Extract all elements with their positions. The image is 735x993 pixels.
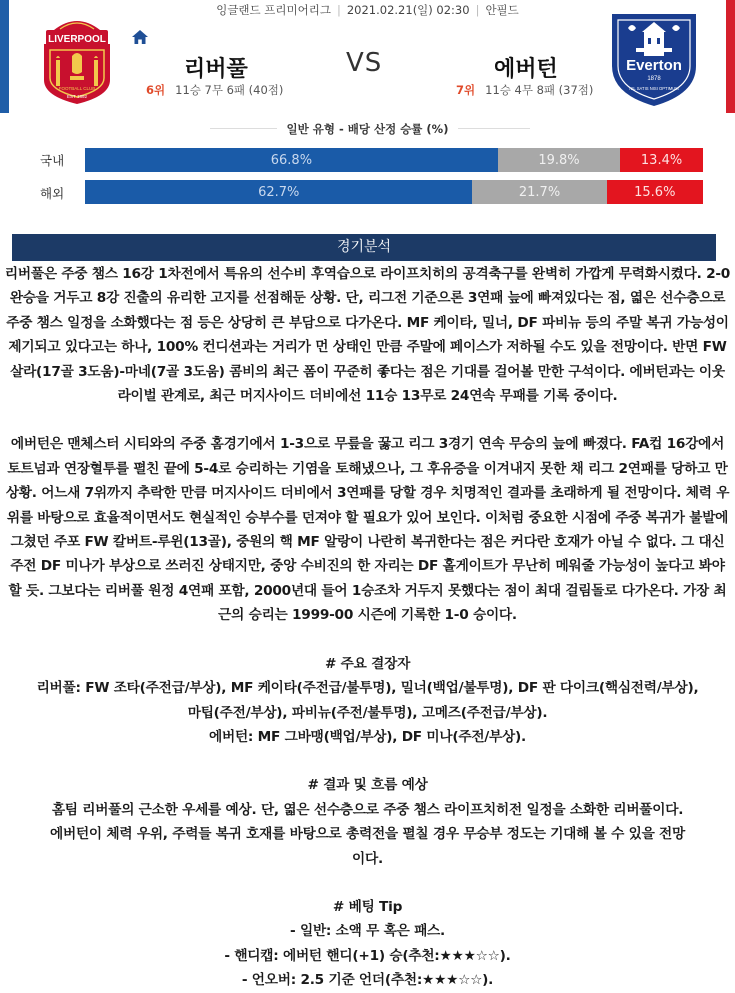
crest-text-everton: Everton: [626, 57, 682, 74]
forecast-line-3: 이다.: [352, 850, 383, 867]
away-rank: 7위: [456, 83, 476, 97]
venue-name: 안필드: [485, 3, 519, 17]
everton-crest-logo: [606, 8, 702, 108]
tip-handicap: - 핸디캡: 에버턴 핸디(+1) 승(추천:★★★☆☆).: [224, 947, 511, 964]
analysis-content: [0, 262, 735, 993]
loss-segment: 13.4%: [620, 148, 703, 172]
away-analysis-paragraph: 에버턴은 맨체스터 시티와의 주중 홈경기에서 1-3으로 무릎을 꿇고 리그 3경기 연속 무승의 늪에 빠졌다. FA컵 16강에서 토트넘과 연장혈투를 펼친 끝에 5-4로 승리하는 기염을 토해냈으나, 그 후유증을 이겨내지 못한 채 리그 2연패를 당하고 만 상황. 어느새 7위까지 추락한 만큼 머지사이드 더비에서 3연패를 당할 경우 치명적인 결과를 초래하게 될 전망이다. 체력 우위를 바탕으로 효율적이면서도 현실적인 승부수를 던져야 할 필요가 있어 보인다. 이처럼 중요한 시점에 주중 복귀가 불발에 그쳤던 주포 FW 칼버트-루윈(13골), 중원의 핵 MF 알랑이 나란히 복귀한다는 점은 커다란 호재가 아닐 수 없다. 그 대신 주전 DF 미나가 부상으로 쓰러진 상태지만, 중앙 수비진의 한 자리는 DF 홀게이트가 무난히 메워줄 가능성이 높다고 봐야 할 듯. 그보다는 리버풀 원정 4연패 포함, 2000년대 들어 1승조차 거두지 못했다는 점이 최대 걸림돌로 다가온다. 가장 최근의 승리는 1999-00 시즌에 기록한 1-0 승이다.: [5, 436, 730, 624]
league-name: 잉글랜드 프리미어리그: [216, 3, 331, 17]
odds-title: [0, 121, 735, 137]
home-record-text: 11승 7무 6패 (40점): [175, 83, 284, 97]
versus-label: VS: [346, 48, 383, 78]
analysis-heading: 경기분석: [12, 234, 716, 261]
away-team-name: 에버턴: [494, 57, 558, 82]
draw-segment: 19.8%: [498, 148, 620, 172]
crest-text-motto: NIL SATIS NISI OPTIMUM: [629, 86, 679, 91]
odds-bar-domestic: [85, 148, 703, 172]
home-icon[interactable]: [131, 28, 149, 46]
home-record: [146, 82, 283, 98]
key-players-home-line-1: 리버풀: FW 조타(주전급/부상), MF 케이타(주전급/불투명), 밀너(백업/불투명), DF 판 다이크(핵심전력/부상),: [36, 680, 699, 697]
liverpool-crest-logo: [36, 10, 118, 106]
tips-heading: # 베팅 Tip: [332, 898, 403, 915]
home-team-name: 리버풀: [184, 57, 248, 82]
odds-bar-overseas: [85, 180, 703, 204]
crest-text-liverpool: LIVERPOOL: [48, 34, 106, 45]
tip-general: - 일반: 소액 무 혹은 패스.: [290, 923, 445, 940]
home-rank: 6위: [146, 83, 166, 97]
forecast-heading: # 결과 및 흐름 예상: [307, 777, 428, 794]
match-header: [0, 0, 735, 118]
key-players-home-line-2: 마팁(주전/부상), 파비뉴(주전/불투명), 고메즈(주전급/부상).: [187, 704, 548, 721]
loss-segment: 15.6%: [607, 180, 703, 204]
row-label-domestic: 국내: [40, 153, 65, 168]
forecast-line-2: 에버턴이 체력 우위, 주력들 복귀 호재를 바탕으로 총력전을 펼칠 경우 무승부 정도는 기대해 볼 수 있을 전망: [50, 826, 685, 843]
row-label-overseas: 해외: [40, 186, 65, 201]
crest-text-year: 1878: [647, 76, 661, 82]
key-players-away-line: 에버턴: MF 그바맹(백업/부상), DF 미나(주전/부상).: [209, 728, 526, 745]
odds-panel: [0, 118, 735, 218]
crest-text-fc: FOOTBALL CLUB: [58, 86, 96, 91]
odds-title-text: 일반 유형 - 배당 산정 승률 (%): [277, 122, 459, 136]
win-segment: 62.7%: [85, 180, 472, 204]
match-meta: 잉글랜드 프리미어리그 | 2021.02.21(일) 02:30 | 안필드: [216, 3, 519, 17]
forecast-line-1: 홈팀 리버풀의 근소한 우세를 예상. 단, 엷은 선수층으로 주중 챔스 라이프치히전 일정을 소화한 리버풀이다.: [51, 801, 684, 818]
away-record-text: 11승 4무 8패 (37점): [485, 83, 594, 97]
home-analysis-paragraph: 리버풀은 주중 챔스 16강 1차전에서 특유의 선수비 후역습으로 라이프치히의 공격축구를 완벽히 가깝게 무력화시켰다. 2-0 완승을 거두고 8강 진출의 유리한 고지를 선점해둔 상황. 단, 리그전 기준으론 3연패 늪에 빠져있다는 점, 엷은 선수층으로 주중 챔스 일정을 소화했다는 점 등은 상당히 큰 부담으로 다가온다. MF 케이타, 밀너, DF 파비뉴 등의 주말 복귀 가능성이 제기되고 있다고는 하나, 100% 컨디션과는 거리가 먼 상태인 만큼 주말에 페이스가 저하될 수도 있을 전망이다. 반면 FW 살라(17골 3도움)-마네(7골 3도움) 콤비의 최근 폼이 꾸준히 좋다는 점은 기대를 걸어볼 만한 구석이다. 에버턴과는 이웃 라이벌 관계로, 최근 머지사이드 더비에선 11승 13무로 24연속 무패를 기록 중이다.: [4, 266, 731, 405]
crest-text-est: EST 1892: [67, 94, 87, 99]
win-segment: 66.8%: [85, 148, 498, 172]
match-datetime: 2021.02.21(일) 02:30: [346, 3, 470, 17]
away-record: [456, 82, 593, 98]
draw-segment: 21.7%: [472, 180, 606, 204]
key-players-heading: # 주요 결장자: [324, 655, 411, 672]
tip-over-under: - 언오버: 2.5 기준 언더(추천:★★★☆☆).: [241, 972, 494, 989]
